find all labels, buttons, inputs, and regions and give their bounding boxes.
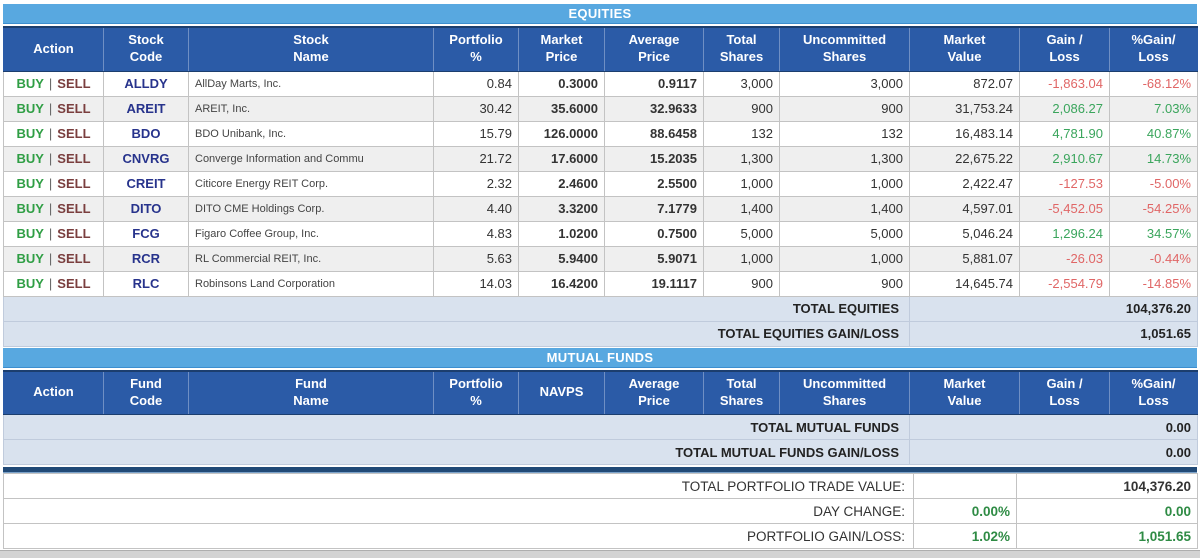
uncommitted-shares: 3,000: [780, 71, 910, 96]
action-separator: |: [48, 226, 53, 241]
col-header-stock-name: Stock Name: [189, 27, 434, 71]
equity-row: [4, 121, 1198, 146]
total-portfolio-trade-value: 104,376.20: [1017, 474, 1198, 499]
stock-code-link[interactable]: BDO: [104, 121, 189, 146]
market-value: 22,675.22: [910, 146, 1020, 171]
uncommitted-shares: 900: [780, 271, 910, 296]
pct-gain-loss: -54.25%: [1110, 196, 1198, 221]
portfolio-pct: 30.42: [434, 96, 519, 121]
gain-loss: -26.03: [1020, 246, 1110, 271]
sell-link[interactable]: SELL: [57, 201, 91, 216]
stock-name: Figaro Coffee Group, Inc.: [189, 221, 434, 246]
uncommitted-shares: 132: [780, 121, 910, 146]
equity-row: [4, 171, 1198, 196]
stock-code-link[interactable]: ALLDY: [104, 71, 189, 96]
mf-col-header-portfolio-pct: Portfolio %: [434, 371, 519, 415]
action-cell: [4, 221, 104, 246]
action-cell: [4, 271, 104, 296]
gain-loss: -5,452.05: [1020, 196, 1110, 221]
action-separator: |: [48, 126, 53, 141]
total-equities-row: [4, 296, 1198, 321]
sell-link[interactable]: SELL: [57, 101, 91, 116]
sell-link[interactable]: SELL: [57, 126, 91, 141]
market-price: 0.3000: [519, 71, 605, 96]
gain-loss: -2,554.79: [1020, 271, 1110, 296]
stock-name: BDO Unibank, Inc.: [189, 121, 434, 146]
portfolio-pct: 21.72: [434, 146, 519, 171]
market-price: 126.0000: [519, 121, 605, 146]
total-equities-gainloss-value: 1,051.65: [910, 321, 1198, 346]
mutual-funds-table: [3, 370, 1198, 466]
portfolio-gainloss-row: [4, 524, 1198, 549]
average-price: 2.5500: [605, 171, 704, 196]
sell-link[interactable]: SELL: [57, 76, 91, 91]
market-value: 31,753.24: [910, 96, 1020, 121]
market-price: 16.4200: [519, 271, 605, 296]
average-price: 88.6458: [605, 121, 704, 146]
sell-link[interactable]: SELL: [57, 276, 91, 291]
action-cell: [4, 146, 104, 171]
pct-gain-loss: -14.85%: [1110, 271, 1198, 296]
average-price: 5.9071: [605, 246, 704, 271]
action-separator: |: [48, 101, 53, 116]
total-equities-value: 104,376.20: [910, 296, 1198, 321]
market-value: 14,645.74: [910, 271, 1020, 296]
uncommitted-shares: 1,000: [780, 246, 910, 271]
portfolio-pct: 4.83: [434, 221, 519, 246]
uncommitted-shares: 900: [780, 96, 910, 121]
portfolio-pct: 4.40: [434, 196, 519, 221]
stock-name: Citicore Energy REIT Corp.: [189, 171, 434, 196]
market-price: 5.9400: [519, 246, 605, 271]
action-cell: [4, 71, 104, 96]
stock-code-link[interactable]: CNVRG: [104, 146, 189, 171]
market-price: 35.6000: [519, 96, 605, 121]
pct-gain-loss: -68.12%: [1110, 71, 1198, 96]
total-portfolio-trade-value-label: TOTAL PORTFOLIO TRADE VALUE:: [4, 474, 914, 499]
equities-header-row: [4, 27, 1198, 71]
total-mutual-funds-gainloss-value: 0.00: [910, 440, 1198, 465]
mf-col-header-market-value: Market Value: [910, 371, 1020, 415]
col-header-market-value: Market Value: [910, 27, 1020, 71]
total-shares: 1,300: [704, 146, 780, 171]
total-mutual-funds-value: 0.00: [910, 415, 1198, 440]
total-shares: 1,000: [704, 171, 780, 196]
total-portfolio-trade-value-pct: [914, 474, 1017, 499]
sell-link[interactable]: SELL: [57, 226, 91, 241]
stock-code-link[interactable]: DITO: [104, 196, 189, 221]
col-header-action: Action: [4, 27, 104, 71]
stock-code-link[interactable]: RLC: [104, 271, 189, 296]
action-cell: [4, 121, 104, 146]
action-cell: [4, 196, 104, 221]
pct-gain-loss: -5.00%: [1110, 171, 1198, 196]
average-price: 7.1779: [605, 196, 704, 221]
sell-link[interactable]: SELL: [57, 176, 91, 191]
mf-col-header-uncommitted-shares: Uncommitted Shares: [780, 371, 910, 415]
total-equities-gainloss-label: TOTAL EQUITIES GAIN/LOSS: [4, 321, 910, 346]
gain-loss: 1,296.24: [1020, 221, 1110, 246]
total-shares: 1,000: [704, 246, 780, 271]
portfolio-pct: 14.03: [434, 271, 519, 296]
stock-code-link[interactable]: RCR: [104, 246, 189, 271]
action-cell: [4, 246, 104, 271]
uncommitted-shares: 5,000: [780, 221, 910, 246]
buy-link[interactable]: BUY: [16, 151, 44, 166]
buy-link[interactable]: BUY: [16, 226, 44, 241]
action-cell: [4, 96, 104, 121]
market-price: 3.3200: [519, 196, 605, 221]
pct-gain-loss: 34.57%: [1110, 221, 1198, 246]
portfolio-gainloss-label: PORTFOLIO GAIN/LOSS:: [4, 524, 914, 549]
total-mutual-funds-label: TOTAL MUTUAL FUNDS: [4, 415, 910, 440]
portfolio-pct: 15.79: [434, 121, 519, 146]
col-header-total-shares: Total Shares: [704, 27, 780, 71]
average-price: 32.9633: [605, 96, 704, 121]
equity-row: [4, 246, 1198, 271]
buy-link[interactable]: BUY: [16, 176, 44, 191]
gain-loss: -1,863.04: [1020, 71, 1110, 96]
buy-link[interactable]: BUY: [16, 251, 44, 266]
stock-code-link[interactable]: FCG: [104, 221, 189, 246]
market-price: 17.6000: [519, 146, 605, 171]
stock-name: Converge Information and Commu: [189, 146, 434, 171]
stock-name: AREIT, Inc.: [189, 96, 434, 121]
action-separator: |: [48, 76, 53, 91]
col-header-stock-code: Stock Code: [104, 27, 189, 71]
action-separator: |: [48, 276, 53, 291]
gain-loss: -127.53: [1020, 171, 1110, 196]
uncommitted-shares: 1,400: [780, 196, 910, 221]
market-price: 1.0200: [519, 221, 605, 246]
mf-col-header-fund-code: Fund Code: [104, 371, 189, 415]
total-shares: 132: [704, 121, 780, 146]
stock-name: DITO CME Holdings Corp.: [189, 196, 434, 221]
day-change-pct: 0.00%: [914, 499, 1017, 524]
portfolio-pct: 2.32: [434, 171, 519, 196]
pct-gain-loss: 40.87%: [1110, 121, 1198, 146]
portfolio-gainloss-pct: 1.02%: [914, 524, 1017, 549]
col-header-uncommitted-shares: Uncommitted Shares: [780, 27, 910, 71]
market-value: 5,046.24: [910, 221, 1020, 246]
portfolio-pct: 5.63: [434, 246, 519, 271]
stock-name: RL Commercial REIT, Inc.: [189, 246, 434, 271]
equity-row: [4, 271, 1198, 296]
gain-loss: 4,781.90: [1020, 121, 1110, 146]
portfolio-summary-table: [3, 473, 1198, 549]
equity-row: [4, 221, 1198, 246]
action-separator: |: [48, 251, 53, 266]
total-shares: 1,400: [704, 196, 780, 221]
equity-row: [4, 146, 1198, 171]
market-value: 5,881.07: [910, 246, 1020, 271]
market-value: 16,483.14: [910, 121, 1020, 146]
uncommitted-shares: 1,000: [780, 171, 910, 196]
mf-col-header-gain-loss: Gain / Loss: [1020, 371, 1110, 415]
action-cell: [4, 171, 104, 196]
equity-row: [4, 71, 1198, 96]
equities-table: [3, 26, 1198, 347]
mutual-funds-section-header: MUTUAL FUNDS: [3, 348, 1197, 368]
pct-gain-loss: 7.03%: [1110, 96, 1198, 121]
action-separator: |: [48, 176, 53, 191]
gain-loss: 2,086.27: [1020, 96, 1110, 121]
day-change-value: 0.00: [1017, 499, 1198, 524]
sell-link[interactable]: SELL: [57, 251, 91, 266]
equity-row: [4, 196, 1198, 221]
equity-row: [4, 96, 1198, 121]
pct-gain-loss: -0.44%: [1110, 246, 1198, 271]
buy-link[interactable]: BUY: [16, 201, 44, 216]
market-value: 872.07: [910, 71, 1020, 96]
uncommitted-shares: 1,300: [780, 146, 910, 171]
col-header-gain-loss: Gain / Loss: [1020, 27, 1110, 71]
total-shares: 3,000: [704, 71, 780, 96]
stock-name: Robinsons Land Corporation: [189, 271, 434, 296]
mf-col-header-pct-gain-loss: %Gain/ Loss: [1110, 371, 1198, 415]
total-mutual-funds-gainloss-row: [4, 440, 1198, 465]
total-shares: 900: [704, 271, 780, 296]
equities-section-header: EQUITIES: [3, 4, 1197, 24]
buy-link[interactable]: BUY: [16, 101, 44, 116]
mf-col-header-total-shares: Total Shares: [704, 371, 780, 415]
col-header-pct-gain-loss: %Gain/ Loss: [1110, 27, 1198, 71]
average-price: 0.7500: [605, 221, 704, 246]
mf-col-header-action: Action: [4, 371, 104, 415]
gain-loss: 2,910.67: [1020, 146, 1110, 171]
average-price: 0.9117: [605, 71, 704, 96]
total-equities-gainloss-row: [4, 321, 1198, 346]
stock-code-link[interactable]: AREIT: [104, 96, 189, 121]
total-shares: 900: [704, 96, 780, 121]
total-portfolio-trade-value-row: [4, 474, 1198, 499]
action-separator: |: [48, 151, 53, 166]
col-header-average-price: Average Price: [605, 27, 704, 71]
mf-col-header-average-price: Average Price: [605, 371, 704, 415]
day-change-label: DAY CHANGE:: [4, 499, 914, 524]
portfolio-pct: 0.84: [434, 71, 519, 96]
buy-link[interactable]: BUY: [16, 76, 44, 91]
day-change-row: [4, 499, 1198, 524]
average-price: 15.2035: [605, 146, 704, 171]
total-mutual-funds-row: [4, 415, 1198, 440]
market-value: 4,597.01: [910, 196, 1020, 221]
sell-link[interactable]: SELL: [57, 151, 91, 166]
mf-col-header-navps: NAVPS: [519, 371, 605, 415]
col-header-market-price: Market Price: [519, 27, 605, 71]
buy-link[interactable]: BUY: [16, 126, 44, 141]
mutual-funds-header-row: [4, 371, 1198, 415]
mf-col-header-fund-name: Fund Name: [189, 371, 434, 415]
total-shares: 5,000: [704, 221, 780, 246]
col-header-portfolio-pct: Portfolio %: [434, 27, 519, 71]
total-equities-label: TOTAL EQUITIES: [4, 296, 910, 321]
buy-link[interactable]: BUY: [16, 276, 44, 291]
portfolio-gainloss-value: 1,051.65: [1017, 524, 1198, 549]
stock-code-link[interactable]: CREIT: [104, 171, 189, 196]
average-price: 19.1117: [605, 271, 704, 296]
pct-gain-loss: 14.73%: [1110, 146, 1198, 171]
total-mutual-funds-gainloss-label: TOTAL MUTUAL FUNDS GAIN/LOSS: [4, 440, 910, 465]
market-value: 2,422.47: [910, 171, 1020, 196]
stock-name: AllDay Marts, Inc.: [189, 71, 434, 96]
market-price: 2.4600: [519, 171, 605, 196]
action-separator: |: [48, 201, 53, 216]
